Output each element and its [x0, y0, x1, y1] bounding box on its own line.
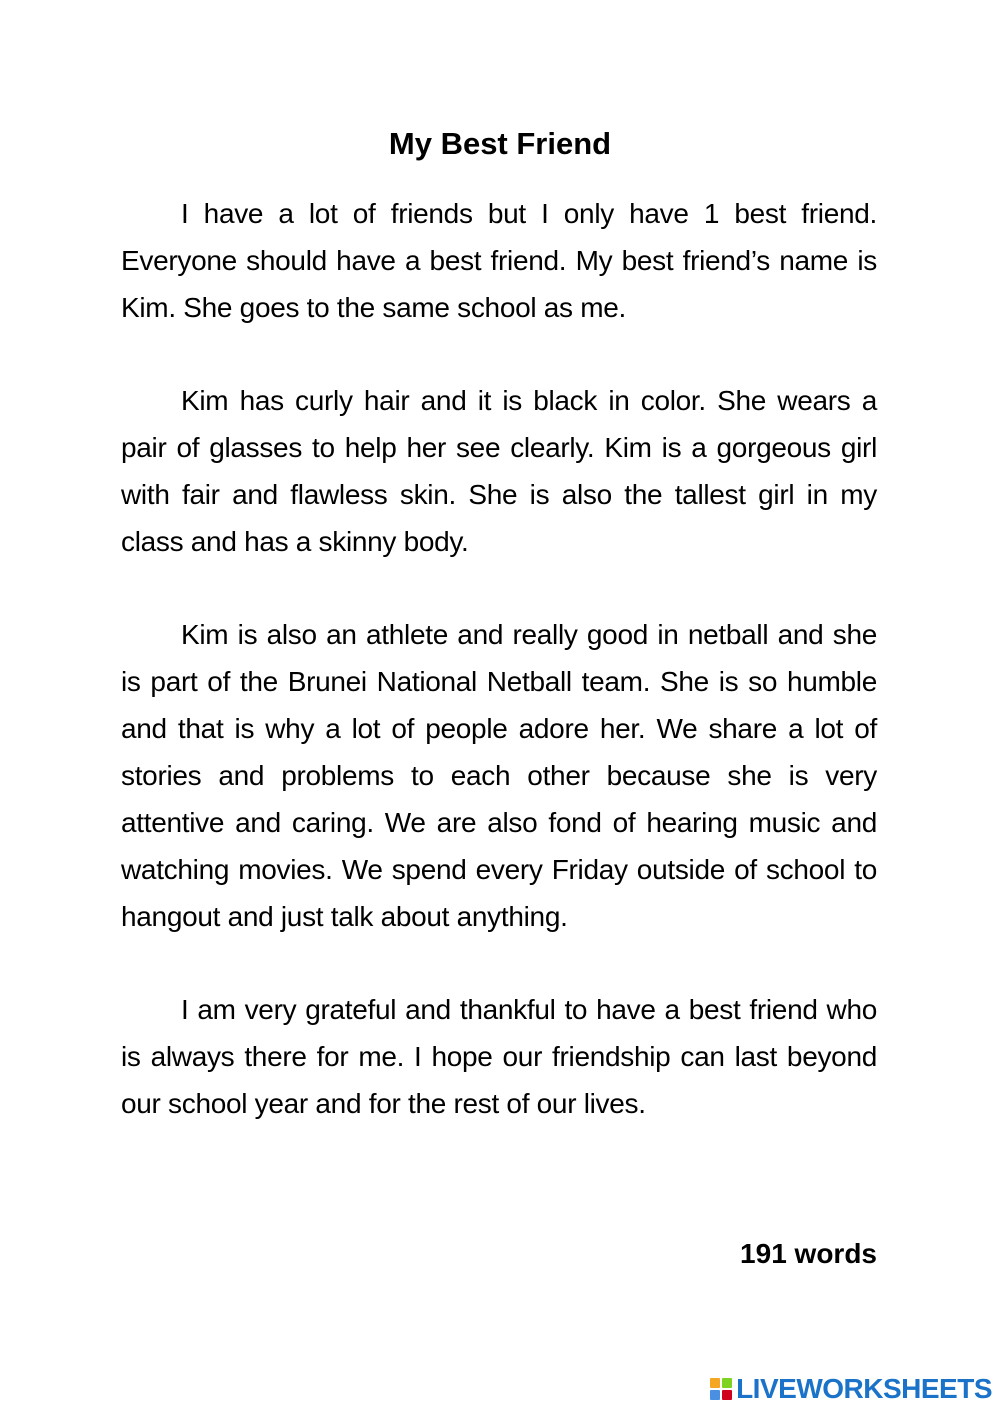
word-count: 191 words: [740, 1238, 877, 1269]
logo-square-icon: [710, 1378, 720, 1388]
paragraph-1: I have a lot of friends but I only have 1 best friend. Everyone should have a best friend. My best friend’s name is Kim. She goes to the same school as me.: [121, 198, 877, 323]
paragraph-4: I am very grateful and thankful to have a best friend who is always there for me. I hope our friendship can last beyond our school year and for the rest of our lives.: [121, 994, 877, 1119]
logo-text: LIVEWORKSHEETS: [736, 1373, 992, 1404]
document-title: My Best Friend: [388, 126, 612, 161]
logo-square-icon: [710, 1390, 720, 1400]
liveworksheets-logo[interactable]: [710, 1371, 992, 1407]
logo-square-icon: [722, 1378, 732, 1388]
paragraph-2: Kim has curly hair and it is black in color. She wears a pair of glasses to help her see clearly. Kim is a gorgeous girl with fair and flawless skin. She is also the tallest girl in my class and has a skinny body.: [121, 385, 877, 557]
logo-square-icon: [722, 1390, 732, 1400]
essay-body: [121, 190, 877, 1173]
liveworksheets-logo-icon: [710, 1378, 732, 1400]
paragraph-3: Kim is also an athlete and really good in netball and she is part of the Brunei National Netball team. She is so humble and that is why a lot of people adore her. We share a lot of stories and problems to each other because she is very attentive and caring. We are also fond of hearing music and watching movies. We spend every Friday outside of school to hangout and just talk about anything.: [121, 619, 877, 932]
